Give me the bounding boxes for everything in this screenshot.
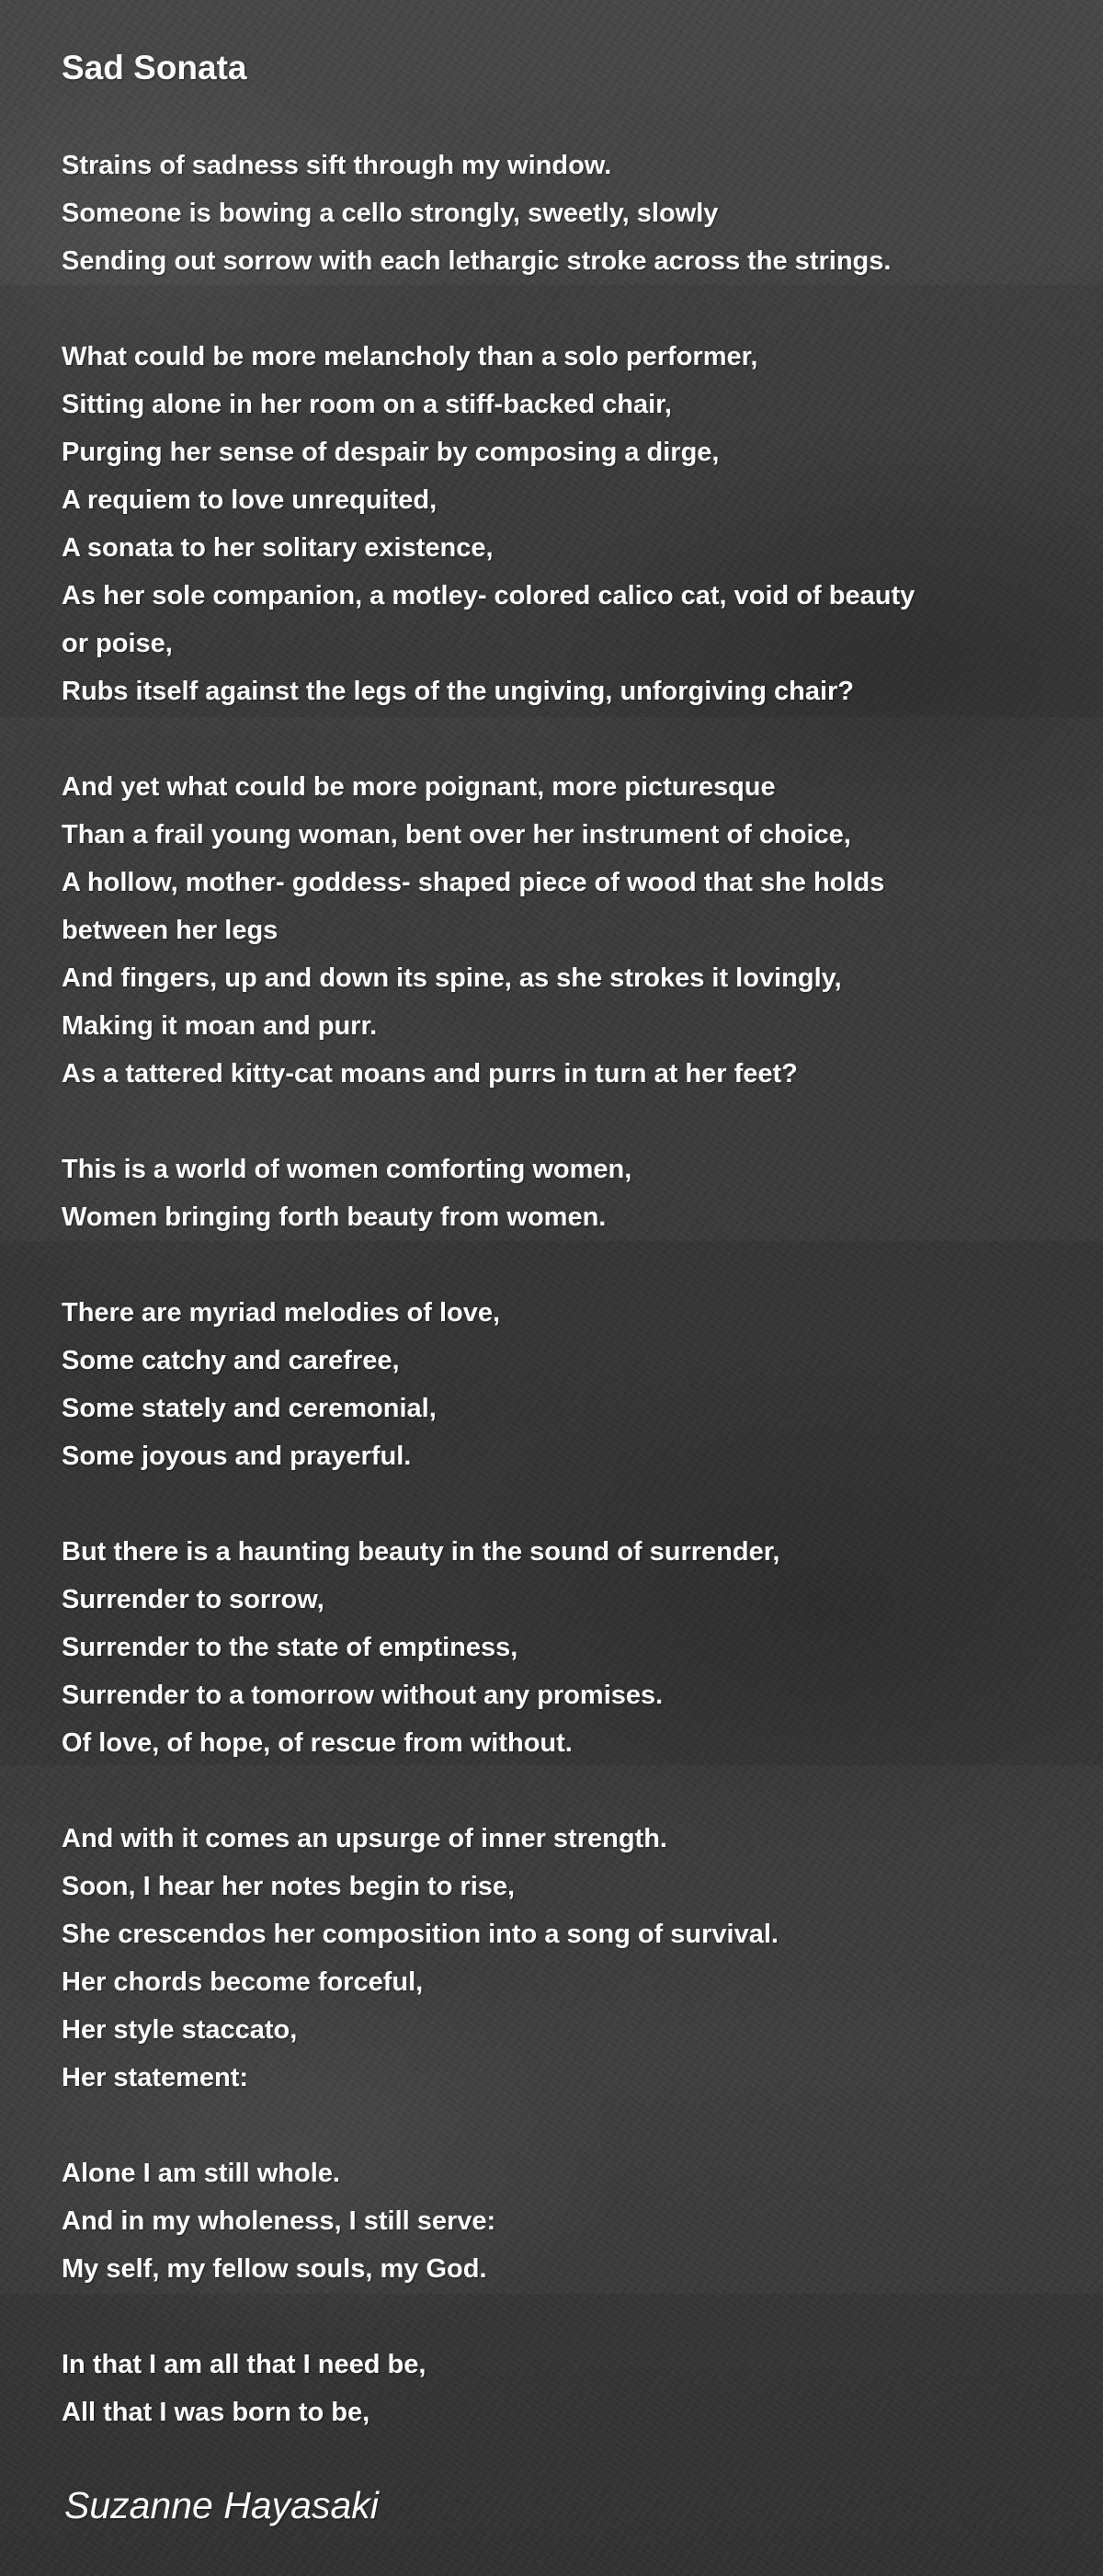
poem-line: And yet what could be more poignant, more picturesque: [62, 772, 776, 802]
poem-stanza: [62, 333, 1054, 715]
poem-line: Than a frail young woman, bent over her instrument of choice,: [62, 820, 851, 849]
poem-line: A sonata to her solitary existence,: [62, 533, 494, 563]
poem-line: Alone I am still whole.: [62, 2159, 340, 2188]
poem-stanza: [62, 763, 1054, 1098]
poem-line: between her legs: [62, 916, 279, 945]
poem-line: And with it comes an upsurge of inner strength.: [62, 1824, 667, 1853]
poem-stanza: [62, 1146, 1054, 1241]
poem-line: Surrender to a tomorrow without any promises.: [62, 1681, 664, 1710]
poem-line: Making it moan and purr.: [62, 1011, 378, 1041]
poem-line: There are myriad melodies of love,: [62, 1298, 501, 1328]
poem-line: My self, my fellow souls, my God.: [62, 2254, 487, 2284]
poem-stanza: [62, 2341, 1054, 2436]
poem-line: Of love, of hope, of rescue from without.: [62, 1728, 573, 1758]
poem-line: Her chords become forceful,: [62, 1967, 424, 1997]
poem-line: This is a world of women comforting women,: [62, 1155, 632, 1184]
poem-line: Surrender to the state of emptiness,: [62, 1633, 518, 1662]
poem-stanza: [62, 1289, 1054, 1480]
poem-line: As a tattered kitty-cat moans and purrs in turn at her feet?: [62, 1059, 798, 1089]
poem-stanza: [62, 1815, 1054, 2102]
poem-line: or poise,: [62, 629, 173, 658]
poem-line: In that I am all that I need be,: [62, 2350, 426, 2379]
poem-line: Sitting alone in her room on a stiff-backed chair,: [62, 390, 672, 419]
poem-line: A hollow, mother- goddess- shaped piece of wood that she holds: [62, 868, 885, 897]
poem-title: Sad Sonata: [62, 49, 247, 86]
poem-line: As her sole companion, a motley- colored calico cat, void of beauty: [62, 581, 915, 610]
poem-line: Women bringing forth beauty from women.: [62, 1203, 607, 1232]
poem-line: Surrender to sorrow,: [62, 1585, 324, 1614]
poem-line: What could be more melancholy than a solo performer,: [62, 342, 758, 371]
poem-line: All that I was born to be,: [62, 2398, 370, 2427]
poem-line: Some catchy and carefree,: [62, 1346, 400, 1375]
poem-line: Her statement:: [62, 2063, 249, 2092]
poem-line: But there is a haunting beauty in the sound of surrender,: [62, 1537, 780, 1567]
poem-body: [62, 142, 1054, 2484]
poem-line: Strains of sadness sift through my window.: [62, 151, 612, 180]
poem-line: Purging her sense of despair by composing a dirge,: [62, 438, 720, 467]
poem-line: Some joyous and prayerful.: [62, 1442, 412, 1471]
poem-line: Someone is bowing a cello strongly, sweetly, slowly: [62, 199, 719, 228]
poem-stanza: [62, 142, 1054, 285]
poem-line: Rubs itself against the legs of the ungiving, unforgiving chair?: [62, 677, 854, 706]
poem-line: A requiem to love unrequited,: [62, 485, 438, 515]
poem-line: Soon, I hear her notes begin to rise,: [62, 1872, 516, 1901]
poem-line: Sending out sorrow with each lethargic stroke across the strings.: [62, 246, 892, 276]
poem-line: And in my wholeness, I still serve:: [62, 2206, 496, 2236]
poem-stanza: [62, 2149, 1054, 2293]
poem-line: She crescendos her composition into a song of survival.: [62, 1920, 779, 1949]
poem-line: Her style staccato,: [62, 2015, 298, 2045]
poem-line: Some stately and ceremonial,: [62, 1394, 437, 1423]
poem-stanza: [62, 1528, 1054, 1767]
poem-author: Suzanne Hayasaki: [64, 2484, 379, 2526]
poem-line: And fingers, up and down its spine, as she strokes it lovingly,: [62, 963, 842, 993]
